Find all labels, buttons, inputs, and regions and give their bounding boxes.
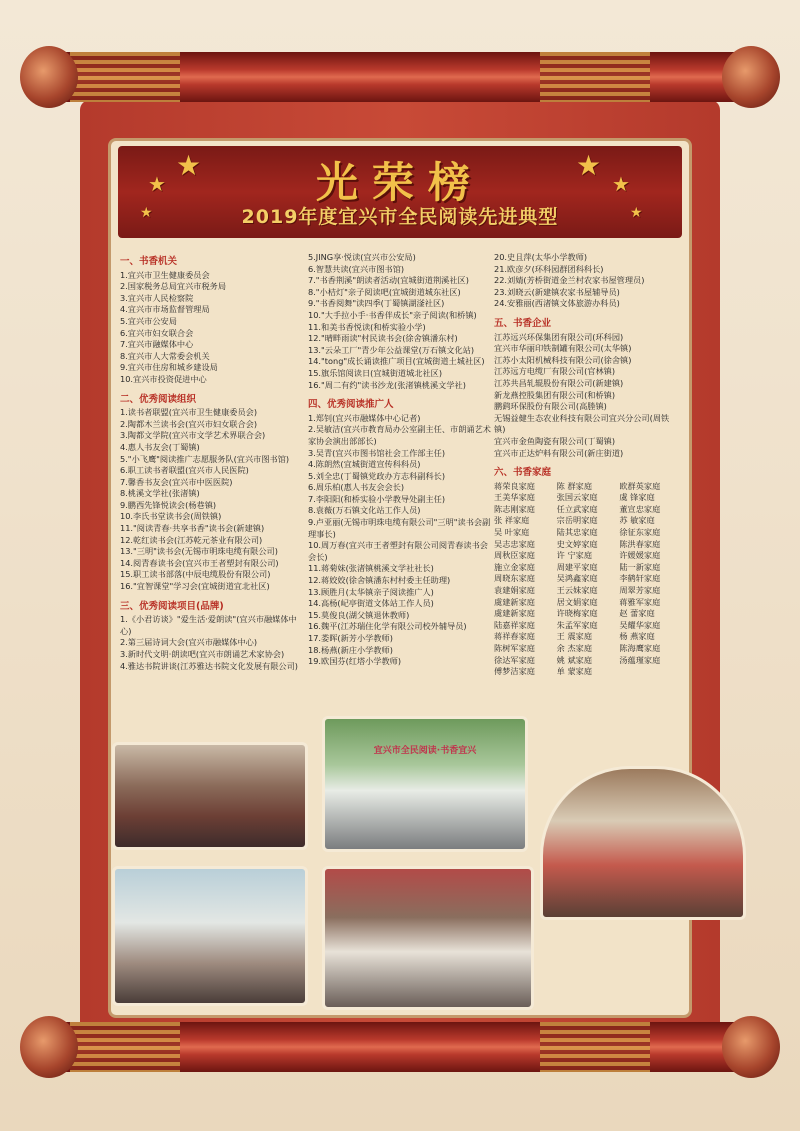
list-item: 9.卢亚丽(无锡市明珠电缆有限公司"三明"读书会副理事长)	[308, 517, 491, 539]
page-title: 光荣榜	[315, 158, 484, 207]
family-name: 许媛媛家庭	[619, 550, 661, 561]
list-item: 江苏共昌轧辊股份有限公司(新建镇)	[494, 377, 624, 388]
list-item: 4.惠人书友会(丁蜀镇)	[120, 441, 200, 452]
scroll-cap-left	[20, 1016, 78, 1078]
list-item: 8.宜兴市人大常委会机关	[120, 350, 210, 361]
family-name	[619, 666, 680, 678]
list-item: 江苏远方电缆厂有限公司(官林镇)	[494, 366, 616, 377]
list-item: 3.陶都文学院(宜兴市文学艺术界联合会)	[120, 430, 266, 441]
list-item: 6.周乐柏(惠人书友会会长)	[308, 482, 405, 493]
list-item: 15.职工读书部落(中辰电缆股份有限公司)	[120, 569, 271, 580]
family-name: 苏 敏家庭	[619, 515, 655, 526]
scroll-cap-left	[20, 46, 78, 108]
list-item: 无锡益健生态农业科技有限公司宜兴分公司(周铁镇)	[494, 412, 670, 435]
section-title: 五、书香企业	[494, 317, 552, 329]
family-name: 吴 叶家庭	[494, 527, 530, 538]
family-name: 王云妹家庭	[556, 585, 598, 596]
family-name: 单 蒙家庭	[556, 666, 593, 677]
list-item: 15.旗乐馆阅读日(宜城街道城北社区)	[308, 367, 443, 378]
list-item: 23.刘晓云(新建镇农家书屋辅导员)	[494, 286, 620, 297]
family-name: 王美华家庭	[494, 492, 535, 503]
family-name: 蒋雅军家庭	[619, 596, 661, 607]
list-item: 5.JING享·悦读(宜兴市公安局)	[308, 252, 416, 262]
section-title: 六、书香家庭	[494, 467, 552, 479]
list-item: 16."宜智课堂"学习会(宜城街道宜北社区)	[120, 581, 270, 592]
list-item: 15.莫俊良(湖父镇退休教师)	[308, 609, 410, 620]
list-item: 16."周二有约"读书沙龙(张渚镇桃溪文学社)	[308, 379, 466, 390]
list-item: 10."大手拉小手·书香伴成长"亲子阅读(和桥镇)	[308, 309, 477, 320]
list-item: 13.顾胜月(太华镇亲子阅读推广人)	[308, 586, 434, 597]
family-name: 蒋荣良家庭	[494, 480, 535, 491]
list-item: 12.蒋姣姣(徐舍镇潘东村村委主任助理)	[308, 575, 451, 586]
list-item: 10.宜兴市投资促进中心	[120, 373, 207, 384]
list-item: 18.杨燕(新庄小学教师)	[308, 644, 393, 655]
list-item: 5.刘全忠(丁蜀镇党政办方志科副科长)	[308, 470, 446, 481]
list-item: 11.和美书香悦读(和桥实验小学)	[308, 321, 426, 332]
star-icon: ★	[630, 205, 643, 221]
list-item: 7.馨香书友会(宜兴市中医医院)	[120, 476, 233, 487]
family-name: 陈洪春家庭	[619, 538, 661, 549]
list-item: 8.桃溪文学社(张渚镇)	[120, 488, 200, 499]
column-3	[494, 252, 680, 678]
family-name: 傅梦洁家庭	[494, 666, 535, 677]
list-item: 19.欧国芬(红塔小学教师)	[308, 656, 402, 667]
list-item: 14.阅青春读书会(宜兴市王者塑封有限公司)	[120, 557, 279, 568]
family-name: 吴志忠家庭	[494, 538, 535, 549]
list-item: 13."三明"读书会(无锡市明珠电缆有限公司)	[120, 546, 278, 557]
scroll-cap-right	[722, 1016, 780, 1078]
list-item: 24.安雅丽(西渚镇文体旅游办科员)	[494, 298, 620, 309]
list-item: 13."云朵工厂"青少年公益课堂(万石镇文化站)	[308, 344, 475, 355]
section-list	[494, 252, 680, 310]
family-name: 王 震家庭	[556, 631, 593, 642]
scroll-band-left	[70, 1022, 180, 1072]
list-item: 17.娄晖(新芳小学教师)	[308, 633, 393, 643]
column-1	[120, 252, 304, 672]
list-item: 11."阅读青春·共享书香"读书会(新建镇)	[120, 523, 265, 534]
list-item: 3.新时代文明·朗读吧(宜兴市朗诵艺术家协会)	[120, 649, 285, 659]
list-item: 1.《小君访谈》"爱生活·爱朗读"(宜兴市融媒体中心)	[120, 614, 297, 636]
family-name: 居文娟家庭	[556, 596, 598, 607]
family-name: 陈树军家庭	[494, 643, 535, 653]
family-name: 余 杰家庭	[556, 643, 593, 653]
list-item: 6.智慧共读(宜兴市图书馆)	[308, 263, 405, 274]
family-name: 许晓梅家庭	[556, 608, 598, 619]
family-name: 周翠芳家庭	[619, 585, 661, 596]
family-name: 张 祥家庭	[494, 515, 530, 526]
section-title: 一、书香机关	[120, 256, 178, 267]
list-item: 1.郑钊(宜兴市融媒体中心记者)	[308, 412, 421, 423]
star-icon: ★	[576, 149, 602, 182]
page-subtitle: 2019年度宜兴市全民阅读先进典型	[241, 206, 559, 228]
list-item: 9."书香阅舞"读四季(丁蜀镇湖滏社区)	[308, 298, 445, 309]
family-name: 陈海鹰家庭	[619, 643, 661, 653]
list-item: 3.宜兴市人民检察院	[120, 292, 194, 303]
family-name: 陆一新家庭	[619, 561, 661, 572]
list-item: 2.第三届诗词大会(宜兴市融媒体中心)	[120, 637, 258, 648]
family-name: 陈 群家庭	[556, 480, 593, 491]
family-name: 陈志刚家庭	[494, 503, 535, 514]
list-item: 2.国家税务总局宜兴市税务局	[120, 281, 227, 292]
list-item: 1.宜兴市卫生健康委员会	[120, 269, 210, 280]
list-item: 11.蒋菊妹(张渚镇桃溪文学社社长)	[308, 563, 434, 574]
list-item: 14.高杨(屺亭街道文体站工作人员)	[308, 598, 434, 609]
list-item: 10.李氏书堂读书会(周铁镇)	[120, 511, 222, 522]
family-name: 周晓东家庭	[494, 573, 535, 584]
photo-classroom	[112, 866, 308, 1006]
list-item: 9.宜兴市住房和城乡建设局	[120, 362, 218, 373]
family-name: 周秋臣家庭	[494, 550, 535, 561]
list-item: 2.吴敏洁(宜兴市教育局办公室副主任、市朗诵艺术家协会演出部部长)	[308, 424, 491, 446]
list-item: 5."小飞鹰"阅读推广志愿服务队(宜兴市图书馆)	[120, 453, 290, 464]
list-item: 8."小桔灯"亲子阅读吧(宜城街道城东社区)	[308, 286, 461, 297]
family-name: 张国云家庭	[556, 492, 598, 503]
section-title: 三、优秀阅读项目(品牌)	[120, 600, 224, 612]
family-name: 陆其忠家庭	[556, 527, 598, 538]
photo-parent-child-reading	[322, 866, 534, 1010]
family-name: 宗岳明家庭	[556, 515, 598, 526]
family-name: 李鹤轩家庭	[619, 573, 661, 584]
list-item: 22.刘婧(芳桥街道金兰村农家书屋管理员)	[494, 275, 645, 286]
family-name: 徐达军家庭	[494, 654, 535, 665]
photo-children-library	[540, 766, 746, 920]
family-grid	[494, 481, 680, 678]
list-item: 6.职工读书者联盟(宜兴市人民医院)	[120, 465, 249, 476]
list-item: 7.李阳阳(和桥实验小学教导处副主任)	[308, 493, 446, 504]
list-item: 新龙燕控股集团有限公司(和桥镇)	[494, 389, 616, 400]
list-item: 宜兴市华丽印铁制罐有限公司(太华镇)	[494, 343, 632, 354]
section-list	[120, 407, 304, 593]
family-name: 陆嘉祥家庭	[494, 619, 535, 630]
family-name: 虞建新家庭	[494, 596, 535, 607]
list-item: 5.宜兴市公安局	[120, 315, 177, 326]
list-item: 12.乾红读书会(江苏乾元茶业有限公司)	[120, 534, 263, 545]
star-icon: ★	[612, 172, 630, 196]
scroll-band-right	[540, 1022, 650, 1072]
family-name: 史文婷家庭	[556, 538, 598, 549]
star-icon: ★	[140, 205, 153, 221]
list-item: 6.宜兴市妇女联合会	[120, 327, 194, 338]
family-name: 袁建娟家庭	[494, 585, 535, 596]
star-icon: ★	[176, 149, 202, 182]
list-item: 14."tong"成长诵读推广项目(宜城街道土城社区)	[308, 356, 485, 367]
scroll-cap-right	[722, 46, 780, 108]
section-list	[308, 252, 492, 391]
family-name: 欧群英家庭	[619, 480, 661, 491]
stage-banner-text: 宜兴市全民阅读·书香宜兴	[373, 746, 477, 756]
list-item: 7.宜兴市融媒体中心	[120, 339, 194, 350]
family-name: 吴鸿鑫家庭	[556, 573, 598, 584]
list-item: 21.欧彦夕(环科园群团科科长)	[494, 263, 604, 274]
list-item: 3.吴青(宜兴市图书馆社会工作部主任)	[308, 447, 446, 458]
list-item: 7."书香荆溪"朗读者活动(宜城街道荆溪社区)	[308, 275, 469, 286]
section-list	[308, 413, 492, 668]
star-icon: ★	[148, 172, 166, 196]
list-item: 1.读书者联盟(宜兴市卫生健康委员会)	[120, 407, 258, 418]
list-item: 9.鹏西先锋悦读会(杨巷镇)	[120, 499, 217, 510]
scroll-band-left	[70, 52, 180, 102]
family-name: 蒋祥春家庭	[494, 631, 535, 642]
top-scroll	[20, 46, 780, 108]
section-list	[494, 332, 680, 460]
section-list	[120, 270, 304, 386]
scroll-band-right	[540, 52, 650, 102]
list-item: 4.宜兴市市场监督管理局	[120, 304, 210, 315]
list-item: 江苏小太阳机械科技有限公司(徐舍镇)	[494, 354, 632, 365]
list-item: 12."晴畔雨读"村民读书会(徐舍镇潘东村)	[308, 333, 458, 344]
list-item: 宜兴市正达炉料有限公司(新庄街道)	[494, 447, 624, 458]
family-name: 徐征东家庭	[619, 527, 661, 538]
list-item: 江苏远兴环保集团有限公司(环科园)	[494, 331, 624, 342]
photo-outdoor-stage	[322, 716, 528, 852]
list-item: 8.袁薇(万石镇文化站工作人员)	[308, 505, 421, 516]
list-item: 20.史且萍(太华小学教师)	[494, 252, 588, 262]
list-item: 16.魏平(江苏瑞住化学有限公司校外辅导员)	[308, 621, 467, 632]
section-list	[120, 614, 304, 672]
family-name: 赵 蕾家庭	[619, 608, 655, 619]
family-name: 姚 斌家庭	[556, 654, 593, 665]
list-item: 2.陶都木兰读书会(宜兴市妇女联合会)	[120, 418, 258, 429]
list-item: 宜兴市金鱼陶瓷有限公司(丁蜀镇)	[494, 435, 616, 446]
family-name: 任立武家庭	[556, 503, 598, 514]
family-name: 施立金家庭	[494, 561, 535, 572]
family-name: 虞建新家庭	[494, 608, 535, 619]
list-item: 4.陈朗然(宜城街道宣传科科员)	[308, 459, 421, 470]
family-name: 吴耀华家庭	[619, 619, 661, 630]
family-name: 杨 燕家庭	[619, 631, 655, 642]
column-2	[308, 252, 492, 668]
photo-reading-event	[112, 742, 308, 850]
list-item: 4.雅达书院讲谈(江苏雅达书院文化发展有限公司)	[120, 660, 298, 671]
family-name: 汤蕴瑾家庭	[619, 654, 661, 665]
family-name: 周建平家庭	[556, 561, 598, 572]
family-name: 虞 锋家庭	[619, 492, 655, 503]
family-name: 朱孟军家庭	[556, 619, 598, 630]
section-title: 四、优秀阅读推广人	[308, 399, 394, 411]
list-item: 鹏鹞环保股份有限公司(高塍镇)	[494, 401, 607, 412]
family-name: 许 宁家庭	[556, 550, 593, 561]
section-title: 二、优秀阅读组织	[120, 393, 197, 405]
list-item: 10.周万春(宜兴市王者塑封有限公司阅青春读书会会长)	[308, 540, 488, 562]
bottom-scroll	[20, 1016, 780, 1078]
family-name: 董宣忠家庭	[619, 503, 661, 514]
